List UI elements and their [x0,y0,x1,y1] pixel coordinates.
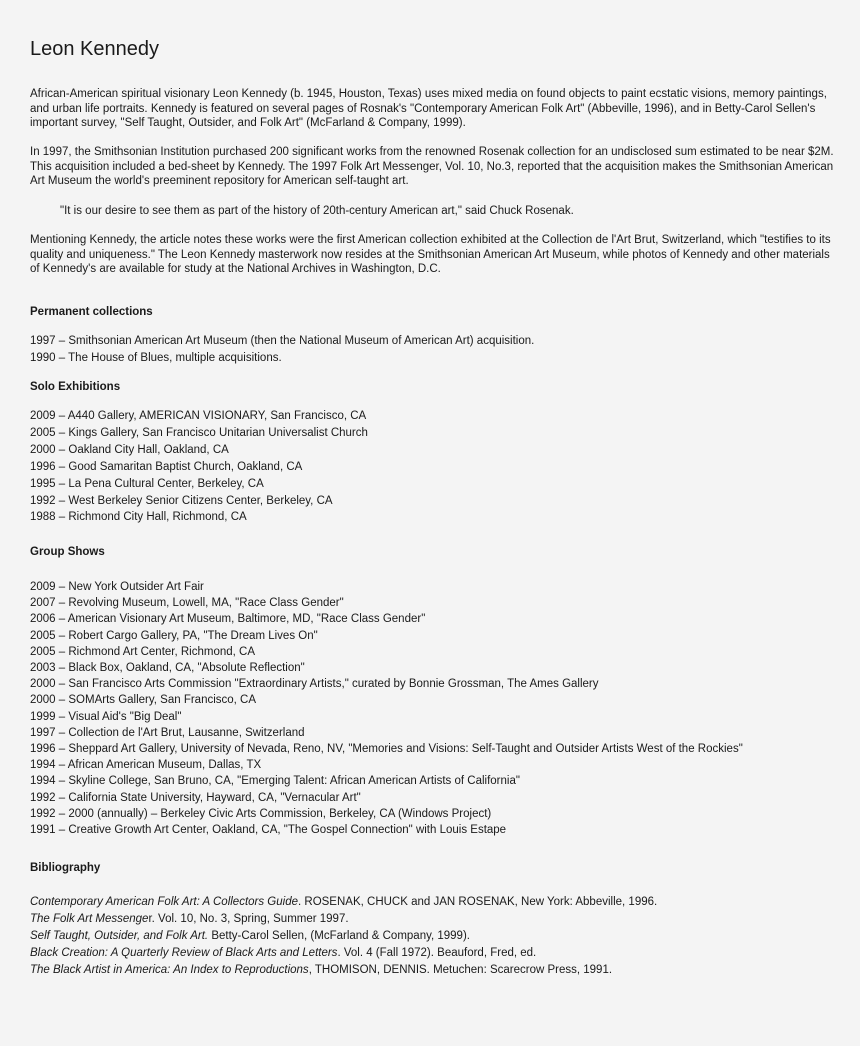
bibliography-details: . ROSENAK, CHUCK and JAN ROSENAK, New York: Abbeville, 1996. [298,896,658,908]
group-show-item: 2000 – SOMArts Gallery, San Francisco, CA [30,694,257,707]
intro-text-1: African-American spiritual visionary Leon Kennedy (b. 1945, Houston, Texas) uses mixed media on found objects to paint ecstatic visions, memory paintings, and urban life portraits. Kennedy is featured on several pages of Rosnak's "Contemporary American Folk Art" (Abbeville, 1996), and in Betty-Carol Sellen's important survey, "Self Taught, Outsider, and Folk Art" (McFarland & Company, 1999). [30,88,827,129]
bibliography-item [30,945,840,962]
intro-paragraph-2 [30,145,835,189]
group-show-item: 1991 – Creative Growth Art Center, Oakland, CA, "The Gospel Connection" with Louis Estape [30,824,507,837]
permanent-collection-item: 1990 – The House of Blues, multiple acquisitions. [30,351,282,364]
bibliography-title: Black Creation: A Quarterly Review of Black Arts and Letters [30,946,338,959]
intro-quote-text: "It is our desire to see them as part of the history of 20th-century American art," said Chuck Rosenak. [60,205,574,217]
bibliography-title: The Black Artist in America: An Index to Reproductions [30,963,309,976]
group-show-item: 1994 – Skyline College, San Bruno, CA, "Emerging Talent: African American Artists of California" [30,775,520,788]
bibliography-details: r. Vol. 10, No. 3, Spring, Summer 1997. [148,912,349,925]
solo-exhibition-item: 2009 – A440 Gallery, AMERICAN VISIONARY, San Francisco, CA [30,410,367,422]
bibliography-details: . Vol. 4 (Fall 1972). Beauford, Fred, ed. [337,946,537,959]
solo-exhibition-item: 1988 – Richmond City Hall, Richmond, CA [30,511,247,524]
group-show-item: 2009 – New York Outsider Art Fair [30,581,204,593]
bibliography-heading: Bibliography [30,862,101,874]
bibliography-item [30,911,840,928]
group-show-item: 2005 – Robert Cargo Gallery, PA, "The Dream Lives On" [30,629,318,642]
bibliography-item [30,962,840,979]
intro-quote [30,204,835,219]
bibliography-title: Contemporary American Folk Art: A Collectors Guide [30,896,298,908]
bibliography-details: , THOMISON, DENNIS. Metuchen: Scarecrow Press, 1991. [308,963,613,976]
bibliography-details: Betty-Carol Sellen, (McFarland & Company, 1999). [208,929,470,942]
group-show-item: 2005 – Richmond Art Center, Richmond, CA [30,645,256,658]
solo-exhibition-item: 1992 – West Berkeley Senior Citizens Center, Berkeley, CA [30,494,333,507]
bibliography-title: The Folk Art Messenge [30,912,149,925]
intro-text-4: Mentioning Kennedy, the article notes these works were the first American collection exhibited at the Collection de l'Art Brut, Switzerland, which "testifies to its quality and uniqueness." The Leon Kennedy masterwork now resides at the Smithsonian American Art Museum, while photos of Kennedy and other materials of Kennedy's are available for study at the National Archives in Washington, D.C. [30,234,831,275]
group-show-item: 2007 – Revolving Museum, Lowell, MA, "Race Class Gender" [30,597,344,610]
group-show-item: 1992 – California State University, Hayward, CA, "Vernacular Art" [30,791,361,804]
solo-exhibition-item: 2005 – Kings Gallery, San Francisco Unitarian Universalist Church [30,426,368,439]
solo-exhibitions-heading: Solo Exhibitions [30,381,121,393]
solo-exhibition-item: 1996 – Good Samaritan Baptist Church, Oakland, CA [30,460,303,473]
group-shows-list [30,579,840,838]
intro-paragraph-1 [30,87,835,131]
group-show-item: 1992 – 2000 (annually) – Berkeley Civic Arts Commission, Berkeley, CA (Windows Project) [30,807,492,820]
group-show-item: 1999 – Visual Aid's "Big Deal" [30,710,182,723]
solo-exhibition-item: 2000 – Oakland City Hall, Oakland, CA [30,443,229,456]
group-show-item: 2003 – Black Box, Oakland, CA, "Absolute Reflection" [30,662,305,675]
permanent-collections-list [30,333,840,367]
permanent-collection-item: 1997 – Smithsonian American Art Museum (then the National Museum of American Art) acquisition. [30,335,535,347]
bibliography-item [30,894,840,911]
group-show-item: 1996 – Sheppard Art Gallery, University of Nevada, Reno, NV, "Memories and Visions: Self-Taught and Outsider Artists West of the Rockies" [30,743,743,756]
intro-paragraph-4 [30,233,835,277]
solo-exhibition-item: 1995 – La Pena Cultural Center, Berkeley, CA [30,477,264,490]
page-title: Leon Kennedy [30,38,160,60]
group-show-item: 2006 – American Visionary Art Museum, Baltimore, MD, "Race Class Gender" [30,613,426,626]
solo-exhibitions-list [30,408,840,526]
group-show-item: 1994 – African American Museum, Dallas, TX [30,759,262,772]
intro-text-2: In 1997, the Smithsonian Institution purchased 200 significant works from the renowned Rosenak collection for an undisclosed sum estimated to be near $2M. This acquisition included a bed-sheet by Kennedy. The 1997 Folk Art Messenger, Vol. 10, No.3, reported that the acquisition makes the Smithsonian American Art Museum the world's preeminent repository for American self-taught art. [30,146,834,187]
group-show-item: 1997 – Collection de l'Art Brut, Lausanne, Switzerland [30,726,305,739]
permanent-collections-heading: Permanent collections [30,306,153,318]
bibliography-title: Self Taught, Outsider, and Folk Art. [30,929,209,942]
group-shows-heading: Group Shows [30,546,105,558]
bibliography-list [30,894,840,979]
group-show-item: 2000 – San Francisco Arts Commission "Extraordinary Artists," curated by Bonnie Grossman, The Ames Gallery [30,678,599,691]
bibliography-item [30,928,840,945]
